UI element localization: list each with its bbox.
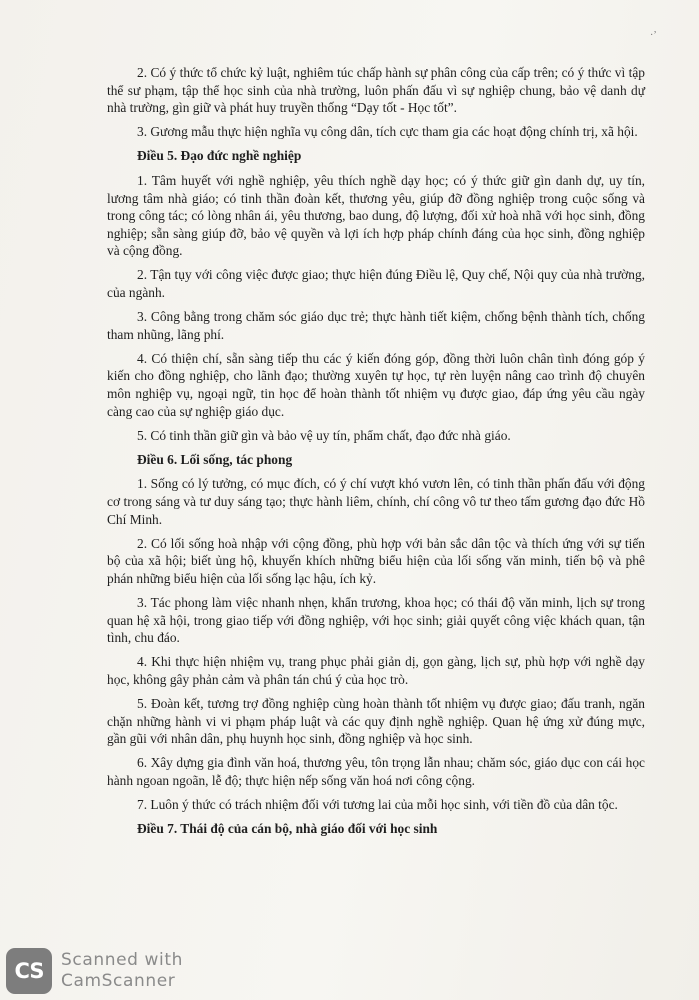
paragraph: 6. Xây dựng gia đình văn hoá, thương yêu, tôn trọng lẫn nhau; chăm sóc, giáo dục con cái học hành ngoan ngoãn, lễ độ; thực hiện nếp sống văn hoá nơi công cộng. bbox=[107, 755, 645, 788]
paragraph: 4. Có thiện chí, sẵn sàng tiếp thu các ý kiến đóng góp, đồng thời luôn chân tình đóng góp ý kiến cho đồng nghiệp, cho lãnh đạo; thường xuyên tự học, tự rèn luyện nâng cao trình độ chuyên môn nghiệp vụ, ngoại ngữ, tin học để hoàn thành tốt nhiệm vụ được giao, đáp ứng yêu cầu ngày càng cao của sự nghiệp giáo dục. bbox=[107, 350, 645, 419]
paragraph: 1. Sống có lý tưởng, có mục đích, có ý chí vượt khó vươn lên, có tinh thần phấn đấu với động cơ trong sáng và tư duy sáng tạo; thực hành liêm, chính, chí công vô tư theo tấm gương đạo đức Hồ Chí Minh. bbox=[107, 476, 645, 527]
watermark-line-1: Scanned with bbox=[61, 950, 184, 970]
paragraph: 1. Tâm huyết với nghề nghiệp, yêu thích nghề dạy học; có ý thức giữ gìn danh dự, uy tín, lương tâm nhà giáo; có tinh thần đoàn kết, thương yêu, giúp đỡ đồng nghiệp trong cuộc sống và trong công tác; có lòng nhân ái, yêu thương, bao dung, độ lượng, đối xử hoà nhã với học sinh, đồng nghiệp; sẵn sàng giúp đỡ, bảo vệ quyền và lợi ích hợp pháp chính đáng của học sinh, đồng nghiệp và cộng đồng. bbox=[107, 172, 645, 259]
margin-mark: ·’ bbox=[650, 30, 657, 41]
article-heading: Điều 5. Đạo đức nghề nghiệp bbox=[137, 148, 302, 164]
paragraph: 5. Có tinh thần giữ gìn và bảo vệ uy tín, phẩm chất, đạo đức nhà giáo. bbox=[137, 427, 511, 443]
paragraph: 4. Khi thực hiện nhiệm vụ, trang phục phải giản dị, gọn gàng, lịch sự, phù hợp với nghề dạy học, không gây phản cảm và phân tán chú ý của học trò. bbox=[107, 654, 645, 687]
camscanner-logo-icon: CS bbox=[6, 948, 52, 994]
paragraph: 5. Đoàn kết, tương trợ đồng nghiệp cùng hoàn thành tốt nhiệm vụ được giao; đấu tranh, ngăn chặn những hành vi vi phạm pháp luật và các quy định nghề nghiệp. Quan hệ ứng xử đúng mực, gần gũi với nhân dân, phụ huynh học sinh, đồng nghiệp và học sinh. bbox=[107, 695, 645, 747]
paragraph: 3. Công bằng trong chăm sóc giáo dục trẻ; thực hành tiết kiệm, chống bệnh thành tích, chống tham nhũng, lãng phí. bbox=[107, 309, 645, 342]
paragraph: 2. Có lối sống hoà nhập với cộng đồng, phù hợp với bản sắc dân tộc và thích ứng với sự tiến bộ của xã hội; biết ủng hộ, khuyến khích những biểu hiện của lối sống văn minh, tiến bộ và phê phán những biểu hiện của lối sống lạc hậu, ích kỷ. bbox=[107, 535, 645, 586]
document-body bbox=[107, 64, 645, 845]
paragraph: 3. Gương mẫu thực hiện nghĩa vụ công dân, tích cực tham gia các hoạt động chính trị, xã hội. bbox=[137, 124, 638, 140]
camscanner-watermark bbox=[6, 945, 246, 997]
paragraph: 2. Có ý thức tổ chức kỷ luật, nghiêm túc chấp hành sự phân công của cấp trên; có ý thức vì tập thể sư phạm, tập thể học sinh của nhà trường, luôn phấn đấu vì sự nghiệp chung, bảo vệ danh dự nhà trường, gìn giữ và phát huy truyền thống “Dạy tốt - Học tốt”. bbox=[107, 65, 645, 116]
watermark-text bbox=[61, 950, 183, 992]
paragraph: 3. Tác phong làm việc nhanh nhẹn, khẩn trương, khoa học; có thái độ văn minh, lịch sự trong quan hệ xã hội, trong giao tiếp với đồng nghiệp, với học sinh; giải quyết công việc khách quan, tận tình, chu đáo. bbox=[107, 594, 645, 646]
paragraph: 7. Luôn ý thức có trách nhiệm đối với tương lai của mỗi học sinh, với tiền đồ của dân tộc. bbox=[137, 796, 618, 812]
watermark-line-2: CamScanner bbox=[61, 971, 176, 991]
article-heading: Điều 7. Thái độ của cán bộ, nhà giáo đối với học sinh bbox=[137, 820, 438, 836]
paragraph: 2. Tận tụy với công việc được giao; thực hiện đúng Điều lệ, Quy chế, Nội quy của nhà trường, của ngành. bbox=[107, 267, 645, 301]
article-heading: Điều 6. Lối sống, tác phong bbox=[137, 451, 293, 467]
